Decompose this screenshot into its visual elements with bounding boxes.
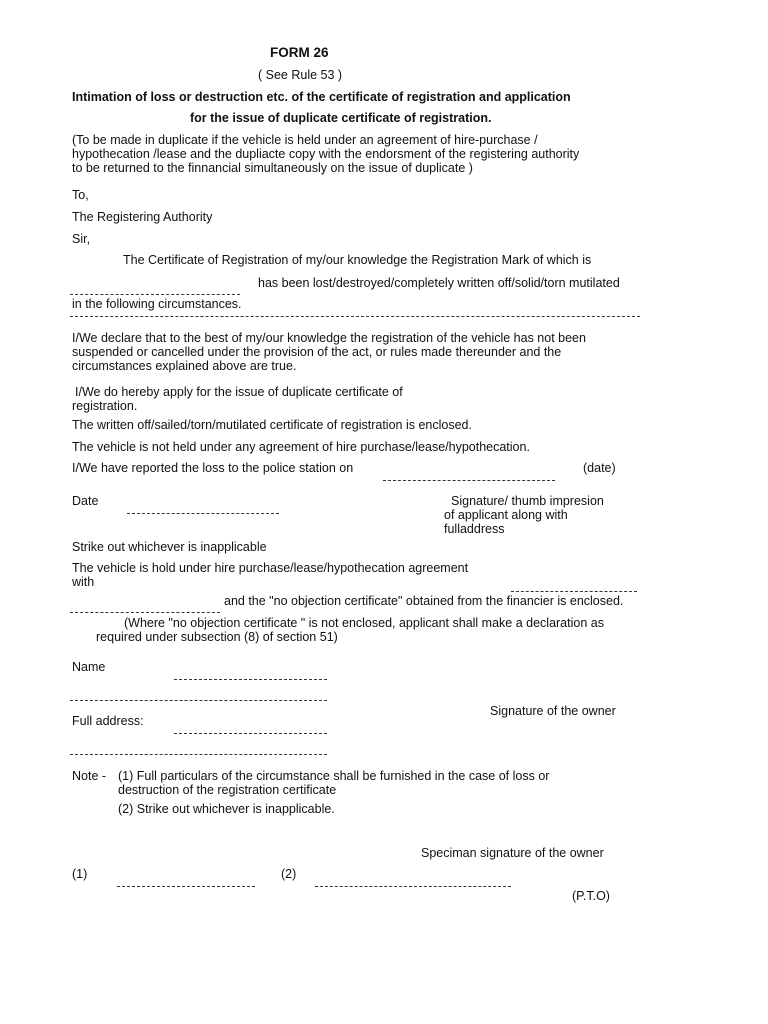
specimen-signature-title: Speciman signature of the owner bbox=[421, 846, 604, 860]
police-report-text: I/We have reported the loss to the police station on bbox=[72, 461, 354, 475]
apply-line2: registration. bbox=[72, 399, 138, 413]
duplicate-note-line2: hypothecation /lease and the dupliacte copy with the endorsment of the registering authority bbox=[72, 147, 580, 161]
hire-purchase-line2: with bbox=[72, 575, 95, 589]
financier-field-2[interactable] bbox=[70, 612, 220, 613]
date-field[interactable] bbox=[127, 513, 279, 514]
signature-line1: Signature/ thumb impresion bbox=[451, 494, 604, 508]
owner-signature-label: Signature of the owner bbox=[490, 704, 616, 718]
police-report-date-field[interactable] bbox=[383, 480, 555, 481]
registration-mark-text: The Certificate of Registration of my/our knowledge the Registration Mark of which is bbox=[123, 253, 592, 267]
rule-reference: ( See Rule 53 ) bbox=[258, 68, 343, 82]
declaration-line3: circumstances explained above are true. bbox=[72, 359, 297, 373]
date-paren-label: (date) bbox=[583, 461, 616, 475]
lost-destroyed-text: has been lost/destroyed/completely written off/solid/torn mutilated bbox=[258, 276, 620, 290]
name-field[interactable] bbox=[174, 679, 327, 680]
note1-line1: (1) Full particulars of the circumstance shall be furnished in the case of loss or bbox=[118, 769, 550, 783]
declaration-line1: I/We declare that to the best of my/our knowledge the registration of the vehicle has not been bbox=[72, 331, 586, 345]
declaration-line2: suspended or cancelled under the provision of the act, or rules made thereunder and the bbox=[72, 345, 562, 359]
circumstances-field[interactable] bbox=[70, 316, 640, 317]
certificate-enclosed-text: The written off/sailed/torn/mutilated certificate of registration is enclosed. bbox=[72, 418, 472, 432]
signature-line2: of applicant along with bbox=[444, 508, 568, 522]
address-field-line2[interactable] bbox=[70, 754, 327, 755]
date-label: Date bbox=[72, 494, 99, 508]
strike-out-text: Strike out whichever is inapplicable bbox=[72, 540, 267, 554]
specimen-signature-field-2[interactable] bbox=[315, 886, 511, 887]
circumstances-text: in the following circumstances. bbox=[72, 297, 242, 311]
form-title: FORM 26 bbox=[270, 45, 329, 60]
noc-where-line1: (Where "no objection certificate " is not enclosed, applicant shall make a declaration as bbox=[124, 616, 604, 630]
duplicate-note-line3: to be returned to the finnancial simultaneously on the issue of duplicate ) bbox=[72, 161, 473, 175]
specimen-label-1: (1) bbox=[72, 867, 88, 881]
name-field-line2[interactable] bbox=[70, 700, 327, 701]
duplicate-note-line1: (To be made in duplicate if the vehicle is held under an agreement of hire-purchase / bbox=[72, 133, 538, 147]
pto-label: (P.T.O) bbox=[572, 889, 610, 903]
note2: (2) Strike out whichever is inapplicable. bbox=[118, 802, 335, 816]
noc-where-line2: required under subsection (8) of section 51) bbox=[96, 630, 338, 644]
salutation: Sir, bbox=[72, 232, 91, 246]
name-label: Name bbox=[72, 660, 106, 674]
form-heading-line2: for the issue of duplicate certificate of registration. bbox=[190, 111, 492, 125]
noc-enclosed-text: and the "no objection certificate" obtained from the financier is enclosed. bbox=[224, 594, 624, 608]
financier-field[interactable] bbox=[511, 591, 637, 592]
note1-line2: destruction of the registration certificate bbox=[118, 783, 337, 797]
registration-mark-field[interactable] bbox=[70, 294, 240, 295]
form-heading-line1: Intimation of loss or destruction etc. of the certificate of registration and application bbox=[72, 90, 571, 104]
apply-line1: I/We do hereby apply for the issue of duplicate certificate of bbox=[75, 385, 403, 399]
registering-authority: The Registering Authority bbox=[72, 210, 213, 224]
specimen-signature-field-1[interactable] bbox=[117, 886, 255, 887]
hire-purchase-line1: The vehicle is hold under hire purchase/lease/hypothecation agreement bbox=[72, 561, 469, 575]
specimen-label-2: (2) bbox=[281, 867, 297, 881]
full-address-label: Full address: bbox=[72, 714, 144, 728]
to-label: To, bbox=[72, 188, 89, 202]
address-field[interactable] bbox=[174, 733, 327, 734]
signature-line3: fulladdress bbox=[444, 522, 505, 536]
note-label: Note - bbox=[72, 769, 107, 783]
not-held-text: The vehicle is not held under any agreement of hire purchase/lease/hypothecation. bbox=[72, 440, 530, 454]
